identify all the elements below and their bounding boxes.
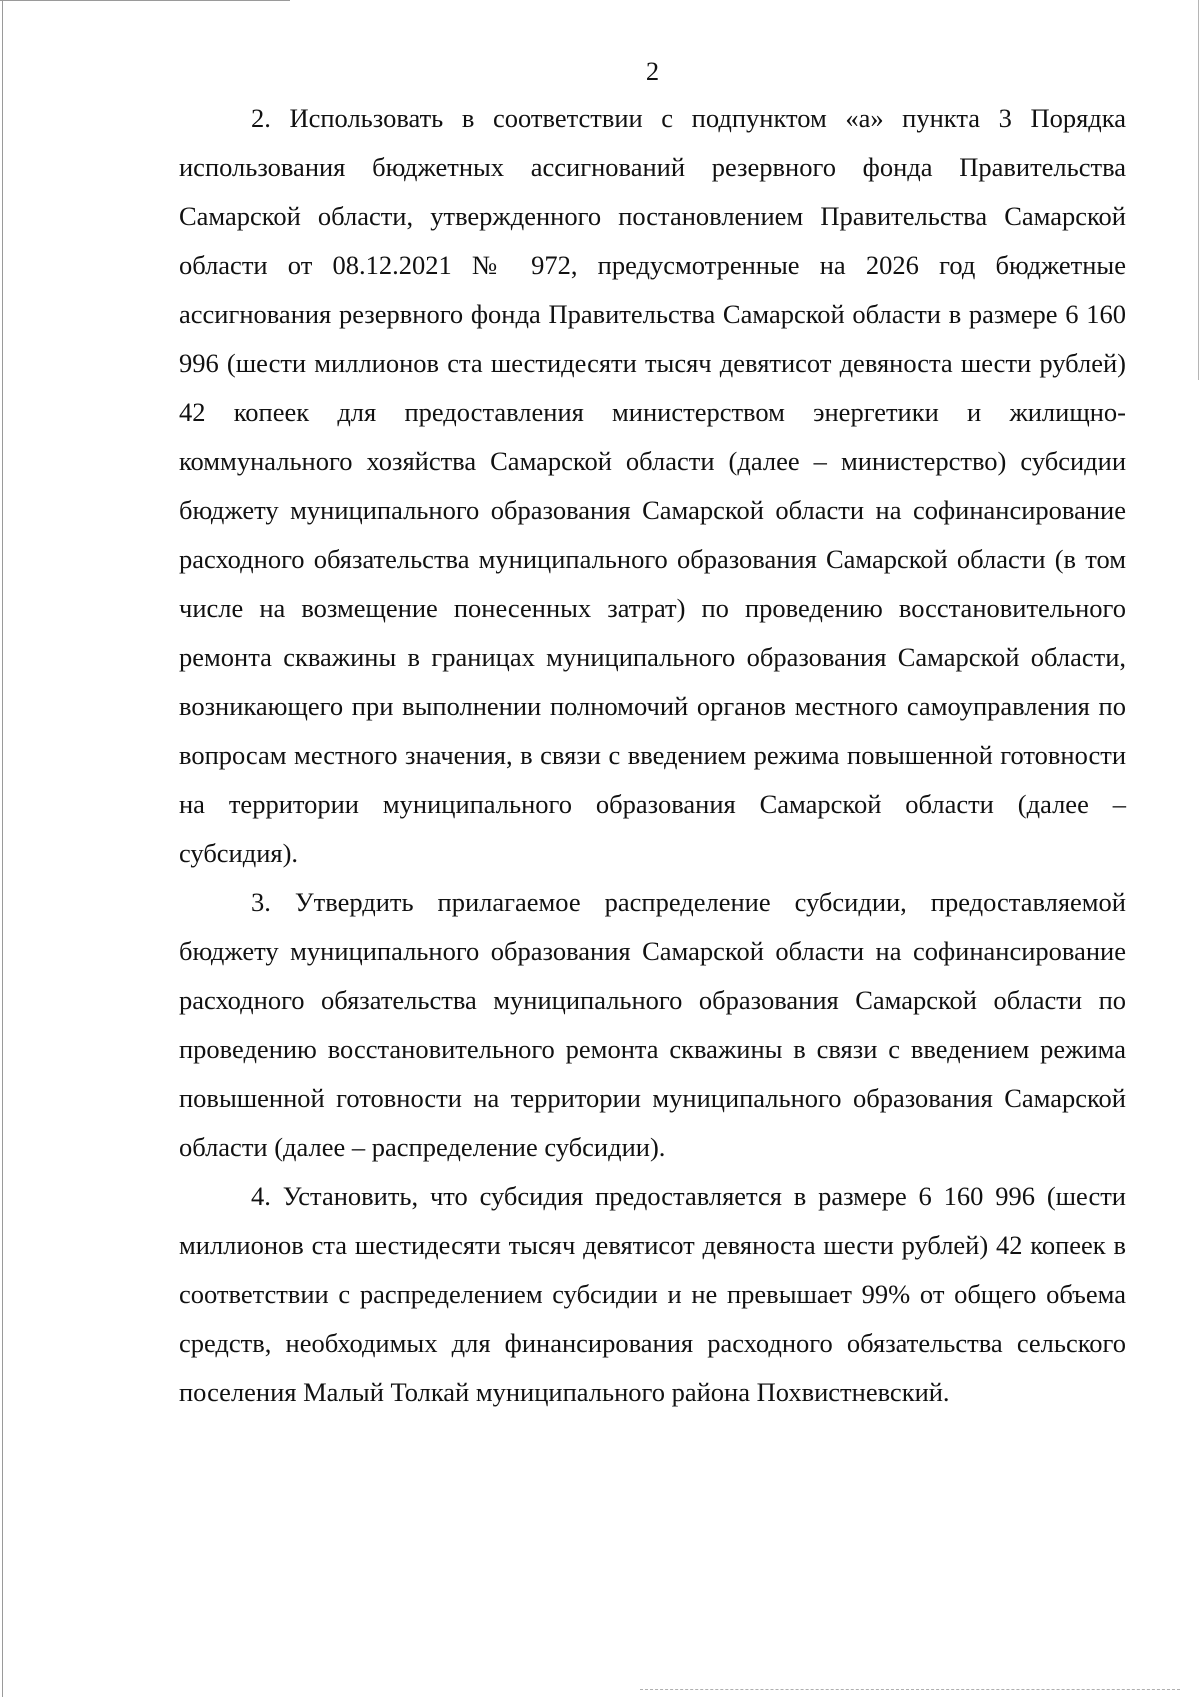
scan-edge-left	[2, 0, 3, 1697]
page-number: 2	[645, 56, 660, 86]
paragraph-item-4: 4. Установить, что субсидия предоставляется в размере 6 160 996 (шести миллионов ста шестидесяти тысяч девятисот девяноста шести рублей) 42 копеек в соответствии с распределением субсидии и не превышает 99% от общего объема средств, необходимых для финансирования расходного обязательства сельского поселения Малый Толкай муниципального района Похвистневский.	[179, 1181, 1126, 1407]
paragraph-item-3: 3. Утвердить прилагаемое распределение субсидии, предоставляемой бюджету муниципального образования Самарской области на софинансирование расходного обязательства муниципального образования Самарской области по проведению восстановительного ремонта скважины в связи с введением режима повышенной готовности на территории муниципального образования Самарской области (далее – распределение субсидии).	[179, 887, 1126, 1162]
scan-edge-top	[0, 0, 290, 1]
scan-edge-bottom	[640, 1689, 1180, 1691]
paragraph-item-2: 2. Использовать в соответствии с подпунктом «а» пункта 3 Порядка использования бюджетных ассигнований резервного фонда Правительства Самарской области, утвержденного постановлением Правительства Самарской области от 08.12.2021 № 972, предусмотренные на 2026 год бюджетные ассигнования резервного фонда Правительства Самарской области в размере 6 160 996 (шести миллионов ста шестидесяти тысяч девятисот девяноста шести рублей) 42 копеек для предоставления министерством энергетики и жилищно-коммунального хозяйства Самарской области (далее – министерство) субсидии бюджету муниципального образования Самарской области на софинансирование расходного обязательства муниципального образования Самарской области (в том числе на возмещение понесенных затрат) по проведению восстановительного ремонта скважины в границах муниципального образования Самарской области, возникающего при выполнении полномочий органов местного самоуправления по вопросам местного значения, в связи с введением режима повышенной готовности на территории муниципального образования Самарской области (далее – субсидия).	[179, 103, 1126, 868]
document-body	[179, 94, 1126, 1417]
